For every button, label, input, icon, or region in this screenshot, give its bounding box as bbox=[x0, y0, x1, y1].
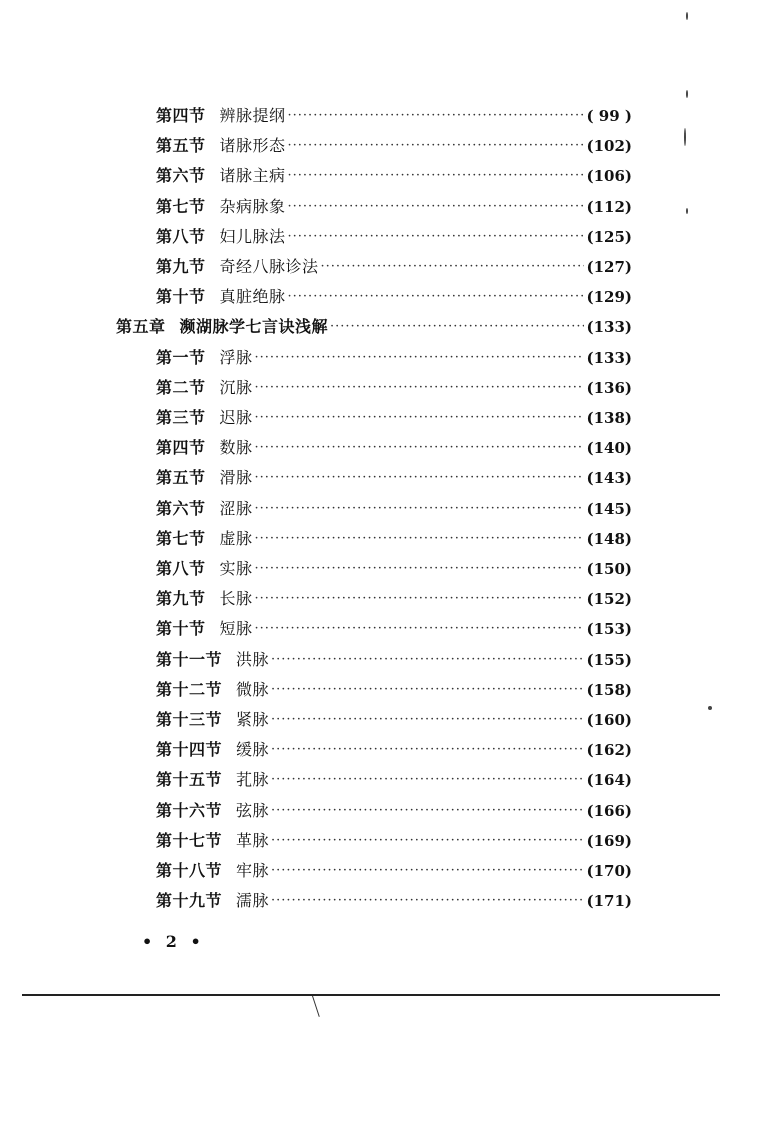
toc-entry-page: (145) bbox=[586, 500, 632, 518]
toc-entry-page: (129) bbox=[586, 288, 632, 306]
toc-entry-number: 第六节 bbox=[156, 499, 206, 518]
toc-entry-page: (155) bbox=[586, 651, 632, 669]
toc-leader-dots bbox=[255, 463, 585, 493]
toc-entry-number: 第十节 bbox=[156, 287, 206, 306]
toc-entry-page: (112) bbox=[586, 198, 632, 216]
toc-leader-dots bbox=[255, 554, 585, 584]
toc-entry-label bbox=[156, 735, 269, 765]
toc-entry-label bbox=[156, 796, 269, 826]
toc-entry-page: (169) bbox=[586, 832, 632, 850]
toc-section-entry bbox=[156, 161, 632, 191]
toc-entry-page: (164) bbox=[586, 771, 632, 789]
toc-section-entry bbox=[156, 343, 632, 373]
toc-entry-number: 第十八节 bbox=[156, 861, 223, 880]
toc-leader-dots bbox=[288, 222, 585, 252]
toc-entry-number: 第十节 bbox=[156, 619, 206, 638]
toc-entry-label bbox=[156, 373, 253, 403]
toc-entry-number: 第九节 bbox=[156, 257, 206, 276]
toc-section-entry bbox=[156, 222, 632, 252]
toc-entry-label bbox=[156, 222, 286, 252]
toc-leader-dots bbox=[255, 343, 585, 373]
toc-entry-label bbox=[156, 826, 269, 856]
toc-entry-page: (136) bbox=[586, 379, 632, 397]
toc-entry-page: (143) bbox=[586, 469, 632, 487]
toc-entry-number: 第十七节 bbox=[156, 831, 223, 850]
toc-entry-label bbox=[156, 282, 286, 312]
toc-section-entry bbox=[156, 252, 632, 282]
toc-section-entry bbox=[156, 101, 632, 131]
toc-entry-page: (166) bbox=[586, 802, 632, 820]
toc-entry-page: (127) bbox=[586, 258, 632, 276]
toc-leader-dots bbox=[271, 645, 584, 675]
toc-entry-page: (140) bbox=[586, 439, 632, 457]
toc-chapter-entry bbox=[116, 312, 632, 342]
scan-mark bbox=[312, 996, 320, 1017]
toc-entry-number: 第十四节 bbox=[156, 740, 223, 759]
toc-section-entry bbox=[156, 494, 632, 524]
toc-entry-number: 第十二节 bbox=[156, 680, 223, 699]
toc-entry-title: 实脉 bbox=[219, 559, 253, 578]
toc-entry-label bbox=[156, 524, 253, 554]
toc-section-entry bbox=[156, 524, 632, 554]
toc-entry-title: 浮脉 bbox=[219, 348, 253, 367]
toc-section-entry bbox=[156, 765, 632, 795]
toc-section-entry bbox=[156, 796, 632, 826]
toc-entry-number: 第六节 bbox=[156, 166, 206, 185]
toc-entry-number: 第一节 bbox=[156, 348, 206, 367]
toc-section-entry bbox=[156, 614, 632, 644]
toc-leader-dots bbox=[255, 584, 585, 614]
toc-section-entry bbox=[156, 584, 632, 614]
toc-section-entry bbox=[156, 433, 632, 463]
toc-entry-label bbox=[156, 645, 269, 675]
toc-leader-dots bbox=[288, 101, 585, 131]
toc-leader-dots bbox=[271, 856, 584, 886]
toc-entry-page: ( 99 ) bbox=[586, 107, 632, 125]
toc-entry-page: (133) bbox=[586, 318, 632, 336]
toc-section-entry bbox=[156, 282, 632, 312]
toc-entry-title: 虚脉 bbox=[219, 529, 253, 548]
toc-entry-label bbox=[156, 675, 269, 705]
toc-entry-number: 第九节 bbox=[156, 589, 206, 608]
page-number-folio: • 2 • bbox=[142, 932, 205, 951]
toc-leader-dots bbox=[288, 131, 585, 161]
toc-entry-label bbox=[156, 584, 253, 614]
toc-entry-number: 第十五节 bbox=[156, 770, 223, 789]
toc-entry-title: 沉脉 bbox=[219, 378, 253, 397]
toc-entry-page: (152) bbox=[586, 590, 632, 608]
toc-entry-label bbox=[156, 161, 286, 191]
toc-leader-dots bbox=[255, 494, 585, 524]
toc-entry-title: 诸脉形态 bbox=[219, 136, 286, 155]
toc-leader-dots bbox=[321, 252, 585, 282]
toc-entry-title: 紧脉 bbox=[236, 710, 270, 729]
toc-section-entry bbox=[156, 675, 632, 705]
bottom-rule-line bbox=[22, 994, 720, 996]
toc-entry-label bbox=[116, 312, 328, 342]
toc-leader-dots bbox=[255, 373, 585, 403]
toc-section-entry bbox=[156, 192, 632, 222]
toc-entry-label bbox=[156, 192, 286, 222]
toc-entry-label bbox=[156, 886, 269, 916]
toc-entry-number: 第五节 bbox=[156, 468, 206, 487]
toc-entry-title: 数脉 bbox=[219, 438, 253, 457]
toc-entry-page: (153) bbox=[586, 620, 632, 638]
toc-entry-label bbox=[156, 403, 253, 433]
toc-entry-number: 第十六节 bbox=[156, 801, 223, 820]
toc-leader-dots bbox=[271, 765, 584, 795]
toc-entry-number: 第五节 bbox=[156, 136, 206, 155]
toc-entry-label bbox=[156, 494, 253, 524]
toc-entry-page: (158) bbox=[586, 681, 632, 699]
toc-leader-dots bbox=[271, 796, 584, 826]
toc-leader-dots bbox=[288, 282, 585, 312]
toc-section-entry bbox=[156, 645, 632, 675]
toc-entry-label bbox=[156, 131, 286, 161]
toc-leader-dots bbox=[255, 614, 585, 644]
toc-leader-dots bbox=[271, 886, 584, 916]
toc-section-entry bbox=[156, 463, 632, 493]
toc-entry-label bbox=[156, 433, 253, 463]
toc-entry-title: 芤脉 bbox=[236, 770, 270, 789]
toc-leader-dots bbox=[271, 675, 584, 705]
toc-entry-label bbox=[156, 343, 253, 373]
scan-speck bbox=[686, 90, 688, 98]
scan-speck bbox=[686, 12, 688, 20]
toc-entry-label bbox=[156, 614, 253, 644]
toc-leader-dots bbox=[288, 161, 585, 191]
toc-entry-page: (160) bbox=[586, 711, 632, 729]
toc-section-entry bbox=[156, 856, 632, 886]
toc-entry-label bbox=[156, 856, 269, 886]
toc-entry-title: 微脉 bbox=[236, 680, 270, 699]
toc-leader-dots bbox=[271, 826, 584, 856]
toc-entry-label bbox=[156, 765, 269, 795]
toc-leader-dots bbox=[330, 312, 584, 342]
toc-entry-number: 第七节 bbox=[156, 529, 206, 548]
scan-speck bbox=[708, 706, 712, 710]
toc-section-entry bbox=[156, 554, 632, 584]
toc-section-entry bbox=[156, 886, 632, 916]
toc-entry-title: 洪脉 bbox=[236, 650, 270, 669]
toc-entry-page: (102) bbox=[586, 137, 632, 155]
toc-entry-title: 短脉 bbox=[219, 619, 253, 638]
toc-entry-title: 真脏绝脉 bbox=[219, 287, 286, 306]
toc-entry-title: 濡脉 bbox=[236, 891, 270, 910]
toc-entry-label bbox=[156, 463, 253, 493]
toc-entry-title: 牢脉 bbox=[236, 861, 270, 880]
toc-entry-number: 第五章 bbox=[116, 317, 166, 336]
toc-entry-number: 第十九节 bbox=[156, 891, 223, 910]
toc-entry-title: 诸脉主病 bbox=[219, 166, 286, 185]
toc-entry-number: 第八节 bbox=[156, 559, 206, 578]
toc-entry-title: 濒湖脉学七言诀浅解 bbox=[179, 317, 329, 336]
toc-entry-title: 缓脉 bbox=[236, 740, 270, 759]
toc-entry-page: (106) bbox=[586, 167, 632, 185]
toc-entry-page: (150) bbox=[586, 560, 632, 578]
toc-entry-title: 长脉 bbox=[219, 589, 253, 608]
toc-section-entry bbox=[156, 131, 632, 161]
toc-entry-number: 第十一节 bbox=[156, 650, 223, 669]
toc-section-entry bbox=[156, 403, 632, 433]
toc-entry-title: 滑脉 bbox=[219, 468, 253, 487]
toc-entry-page: (138) bbox=[586, 409, 632, 427]
toc-entry-label bbox=[156, 554, 253, 584]
toc-entry-number: 第八节 bbox=[156, 227, 206, 246]
toc-section-entry bbox=[156, 735, 632, 765]
toc-entry-title: 迟脉 bbox=[219, 408, 253, 427]
toc-entry-label bbox=[156, 101, 286, 131]
toc-entry-title: 涩脉 bbox=[219, 499, 253, 518]
toc-entry-number: 第二节 bbox=[156, 378, 206, 397]
toc-entry-number: 第四节 bbox=[156, 106, 206, 125]
toc-leader-dots bbox=[255, 524, 585, 554]
toc-entry-number: 第三节 bbox=[156, 408, 206, 427]
toc-section-entry bbox=[156, 373, 632, 403]
toc-entry-page: (125) bbox=[586, 228, 632, 246]
toc-leader-dots bbox=[271, 705, 584, 735]
toc-entry-label bbox=[156, 252, 319, 282]
toc-leader-dots bbox=[255, 403, 585, 433]
toc-entry-title: 弦脉 bbox=[236, 801, 270, 820]
toc-leader-dots bbox=[271, 735, 584, 765]
toc-entry-title: 革脉 bbox=[236, 831, 270, 850]
toc-entry-title: 辨脉提纲 bbox=[219, 106, 286, 125]
scan-speck bbox=[686, 208, 688, 214]
toc-leader-dots bbox=[288, 192, 585, 222]
toc-entry-title: 妇儿脉法 bbox=[219, 227, 286, 246]
toc-entry-page: (171) bbox=[586, 892, 632, 910]
toc-entry-number: 第十三节 bbox=[156, 710, 223, 729]
scan-speck bbox=[684, 128, 686, 146]
toc-entry-page: (133) bbox=[586, 349, 632, 367]
toc-entry-number: 第四节 bbox=[156, 438, 206, 457]
toc-section-entry bbox=[156, 705, 632, 735]
toc-entry-title: 奇经八脉诊法 bbox=[219, 257, 319, 276]
toc-leader-dots bbox=[255, 433, 585, 463]
toc-entry-number: 第七节 bbox=[156, 197, 206, 216]
toc-entry-title: 杂病脉象 bbox=[219, 197, 286, 216]
toc-entry-page: (170) bbox=[586, 862, 632, 880]
toc-section-entry bbox=[156, 826, 632, 856]
toc-entry-page: (162) bbox=[586, 741, 632, 759]
toc-entry-label bbox=[156, 705, 269, 735]
toc-entry-page: (148) bbox=[586, 530, 632, 548]
